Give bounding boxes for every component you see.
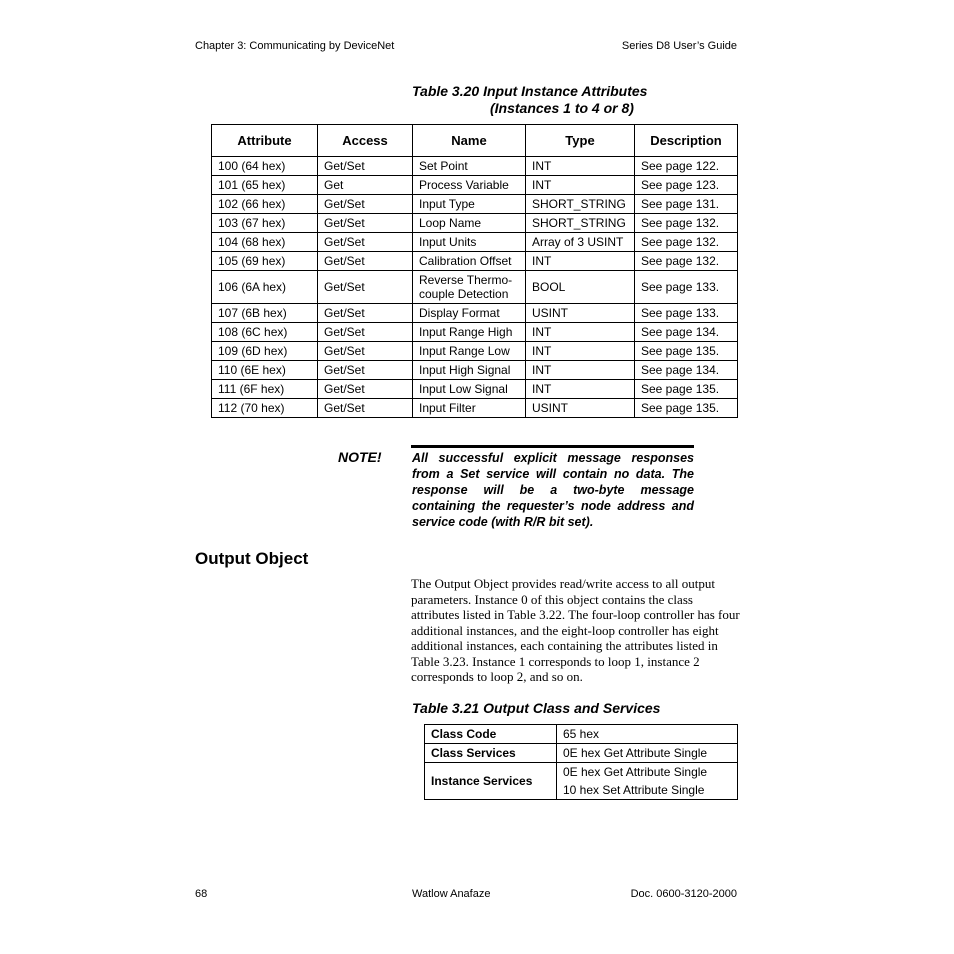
access-cell: Get/Set [318, 380, 413, 399]
type-cell: INT [526, 342, 635, 361]
attribute-cell: 110 (6E hex) [212, 361, 318, 380]
name-cell: Set Point [413, 157, 526, 176]
name-cell: Reverse Thermo-couple Detection [413, 271, 526, 304]
table-row [212, 157, 738, 176]
attribute-cell: 100 (64 hex) [212, 157, 318, 176]
access-cell: Get/Set [318, 304, 413, 323]
table-row [212, 361, 738, 380]
footer-doc-number: Doc. 0600-3120-2000 [630, 888, 737, 900]
access-cell: Get/Set [318, 195, 413, 214]
name-cell: Input Type [413, 195, 526, 214]
description-cell: See page 135. [635, 399, 738, 418]
type-cell: BOOL [526, 271, 635, 304]
name-cell: Loop Name [413, 214, 526, 233]
attribute-cell: 101 (65 hex) [212, 176, 318, 195]
access-cell: Get/Set [318, 233, 413, 252]
table-header-row [212, 125, 738, 157]
access-cell: Get/Set [318, 271, 413, 304]
access-cell: Get/Set [318, 342, 413, 361]
type-cell: INT [526, 176, 635, 195]
type-cell: SHORT_STRING [526, 214, 635, 233]
column-header-description: Description [635, 125, 738, 157]
description-cell: See page 135. [635, 380, 738, 399]
description-cell: See page 132. [635, 252, 738, 271]
access-cell: Get/Set [318, 323, 413, 342]
attribute-cell: 107 (6B hex) [212, 304, 318, 323]
table-row [212, 304, 738, 323]
table-row [425, 763, 738, 782]
access-cell: Get/Set [318, 252, 413, 271]
description-cell: See page 135. [635, 342, 738, 361]
table-row [212, 176, 738, 195]
column-header-type: Type [526, 125, 635, 157]
caption-line-2: (Instances 1 to 4 or 8) [490, 100, 634, 116]
name-cell: Input Filter [413, 399, 526, 418]
section-heading: Output Object [195, 549, 309, 568]
type-cell: Array of 3 USINT [526, 233, 635, 252]
name-cell: Calibration Offset [413, 252, 526, 271]
access-cell: Get/Set [318, 214, 413, 233]
note-rule [411, 445, 694, 448]
type-cell: INT [526, 361, 635, 380]
table-row [212, 214, 738, 233]
description-cell: See page 134. [635, 361, 738, 380]
type-cell: INT [526, 380, 635, 399]
access-cell: Get/Set [318, 399, 413, 418]
table-row [425, 725, 738, 744]
caption-line-1: Table 3.20 Input Instance Attributes [412, 83, 648, 99]
running-header-chapter: Chapter 3: Communicating by DeviceNet [195, 40, 395, 52]
table-row [212, 380, 738, 399]
description-cell: See page 134. [635, 323, 738, 342]
description-cell: See page 132. [635, 233, 738, 252]
type-cell: INT [526, 252, 635, 271]
description-cell: See page 122. [635, 157, 738, 176]
access-cell: Get/Set [318, 361, 413, 380]
name-cell: Display Format [413, 304, 526, 323]
table-row [212, 233, 738, 252]
table-row [212, 399, 738, 418]
name-cell: Input Range Low [413, 342, 526, 361]
name-cell: Process Variable [413, 176, 526, 195]
section-paragraph: The Output Object provides read/write access to all output parameters. Instance 0 of this object contains the class attributes listed in Table 3.22. The four-loop controller has four additional instances, and the eight-loop controller has eight additional instances, each containing the attributes listed in Table 3.23. Instance 1 corresponds to loop 1, instance 2 corresponds to loop 2, and so on. [411, 576, 740, 684]
column-header-attribute: Attribute [212, 125, 318, 157]
attribute-cell: 112 (70 hex) [212, 399, 318, 418]
description-cell: See page 123. [635, 176, 738, 195]
note-text: All successful explicit message responses from a Set service will contain no data. The response will be a two-byte message containing the requester’s node address and service code (with R/R bit set). [412, 451, 694, 529]
access-cell: Get/Set [318, 157, 413, 176]
access-cell: Get [318, 176, 413, 195]
attribute-cell: 106 (6A hex) [212, 271, 318, 304]
description-cell: See page 131. [635, 195, 738, 214]
type-cell: SHORT_STRING [526, 195, 635, 214]
type-cell: USINT [526, 399, 635, 418]
attribute-cell: 108 (6C hex) [212, 323, 318, 342]
instance-services-label: Instance Services [425, 763, 557, 800]
description-cell: See page 133. [635, 271, 738, 304]
input-instance-attributes-table [211, 124, 738, 418]
name-cell: Input High Signal [413, 361, 526, 380]
name-cell: Input Low Signal [413, 380, 526, 399]
page-number: 68 [195, 888, 208, 900]
class-services-label: Class Services [425, 744, 557, 763]
table-row [425, 744, 738, 763]
class-code-value: 65 hex [557, 725, 738, 744]
class-code-label: Class Code [425, 725, 557, 744]
attribute-cell: 104 (68 hex) [212, 233, 318, 252]
table-3-20-caption [412, 83, 647, 117]
attribute-cell: 111 (6F hex) [212, 380, 318, 399]
instance-service-set: 10 hex Set Attribute Single [557, 781, 738, 800]
class-services-value: 0E hex Get Attribute Single [557, 744, 738, 763]
column-header-name: Name [413, 125, 526, 157]
table-3-21-caption: Table 3.21 Output Class and Services [412, 700, 661, 716]
table-row [212, 323, 738, 342]
column-header-access: Access [318, 125, 413, 157]
note-label: NOTE! [338, 449, 382, 465]
type-cell: INT [526, 157, 635, 176]
footer-company: Watlow Anafaze [412, 888, 491, 900]
table-row [212, 271, 738, 304]
name-cell: Input Range High [413, 323, 526, 342]
description-cell: See page 132. [635, 214, 738, 233]
table-row [212, 195, 738, 214]
type-cell: INT [526, 323, 635, 342]
name-cell: Input Units [413, 233, 526, 252]
output-class-services-table [424, 724, 738, 800]
attribute-cell: 102 (66 hex) [212, 195, 318, 214]
instance-service-get: 0E hex Get Attribute Single [557, 763, 738, 782]
type-cell: USINT [526, 304, 635, 323]
attribute-cell: 109 (6D hex) [212, 342, 318, 361]
description-cell: See page 133. [635, 304, 738, 323]
attribute-cell: 105 (69 hex) [212, 252, 318, 271]
attribute-cell: 103 (67 hex) [212, 214, 318, 233]
running-header-title: Series D8 User’s Guide [621, 40, 737, 52]
table-row [212, 342, 738, 361]
table-row [212, 252, 738, 271]
